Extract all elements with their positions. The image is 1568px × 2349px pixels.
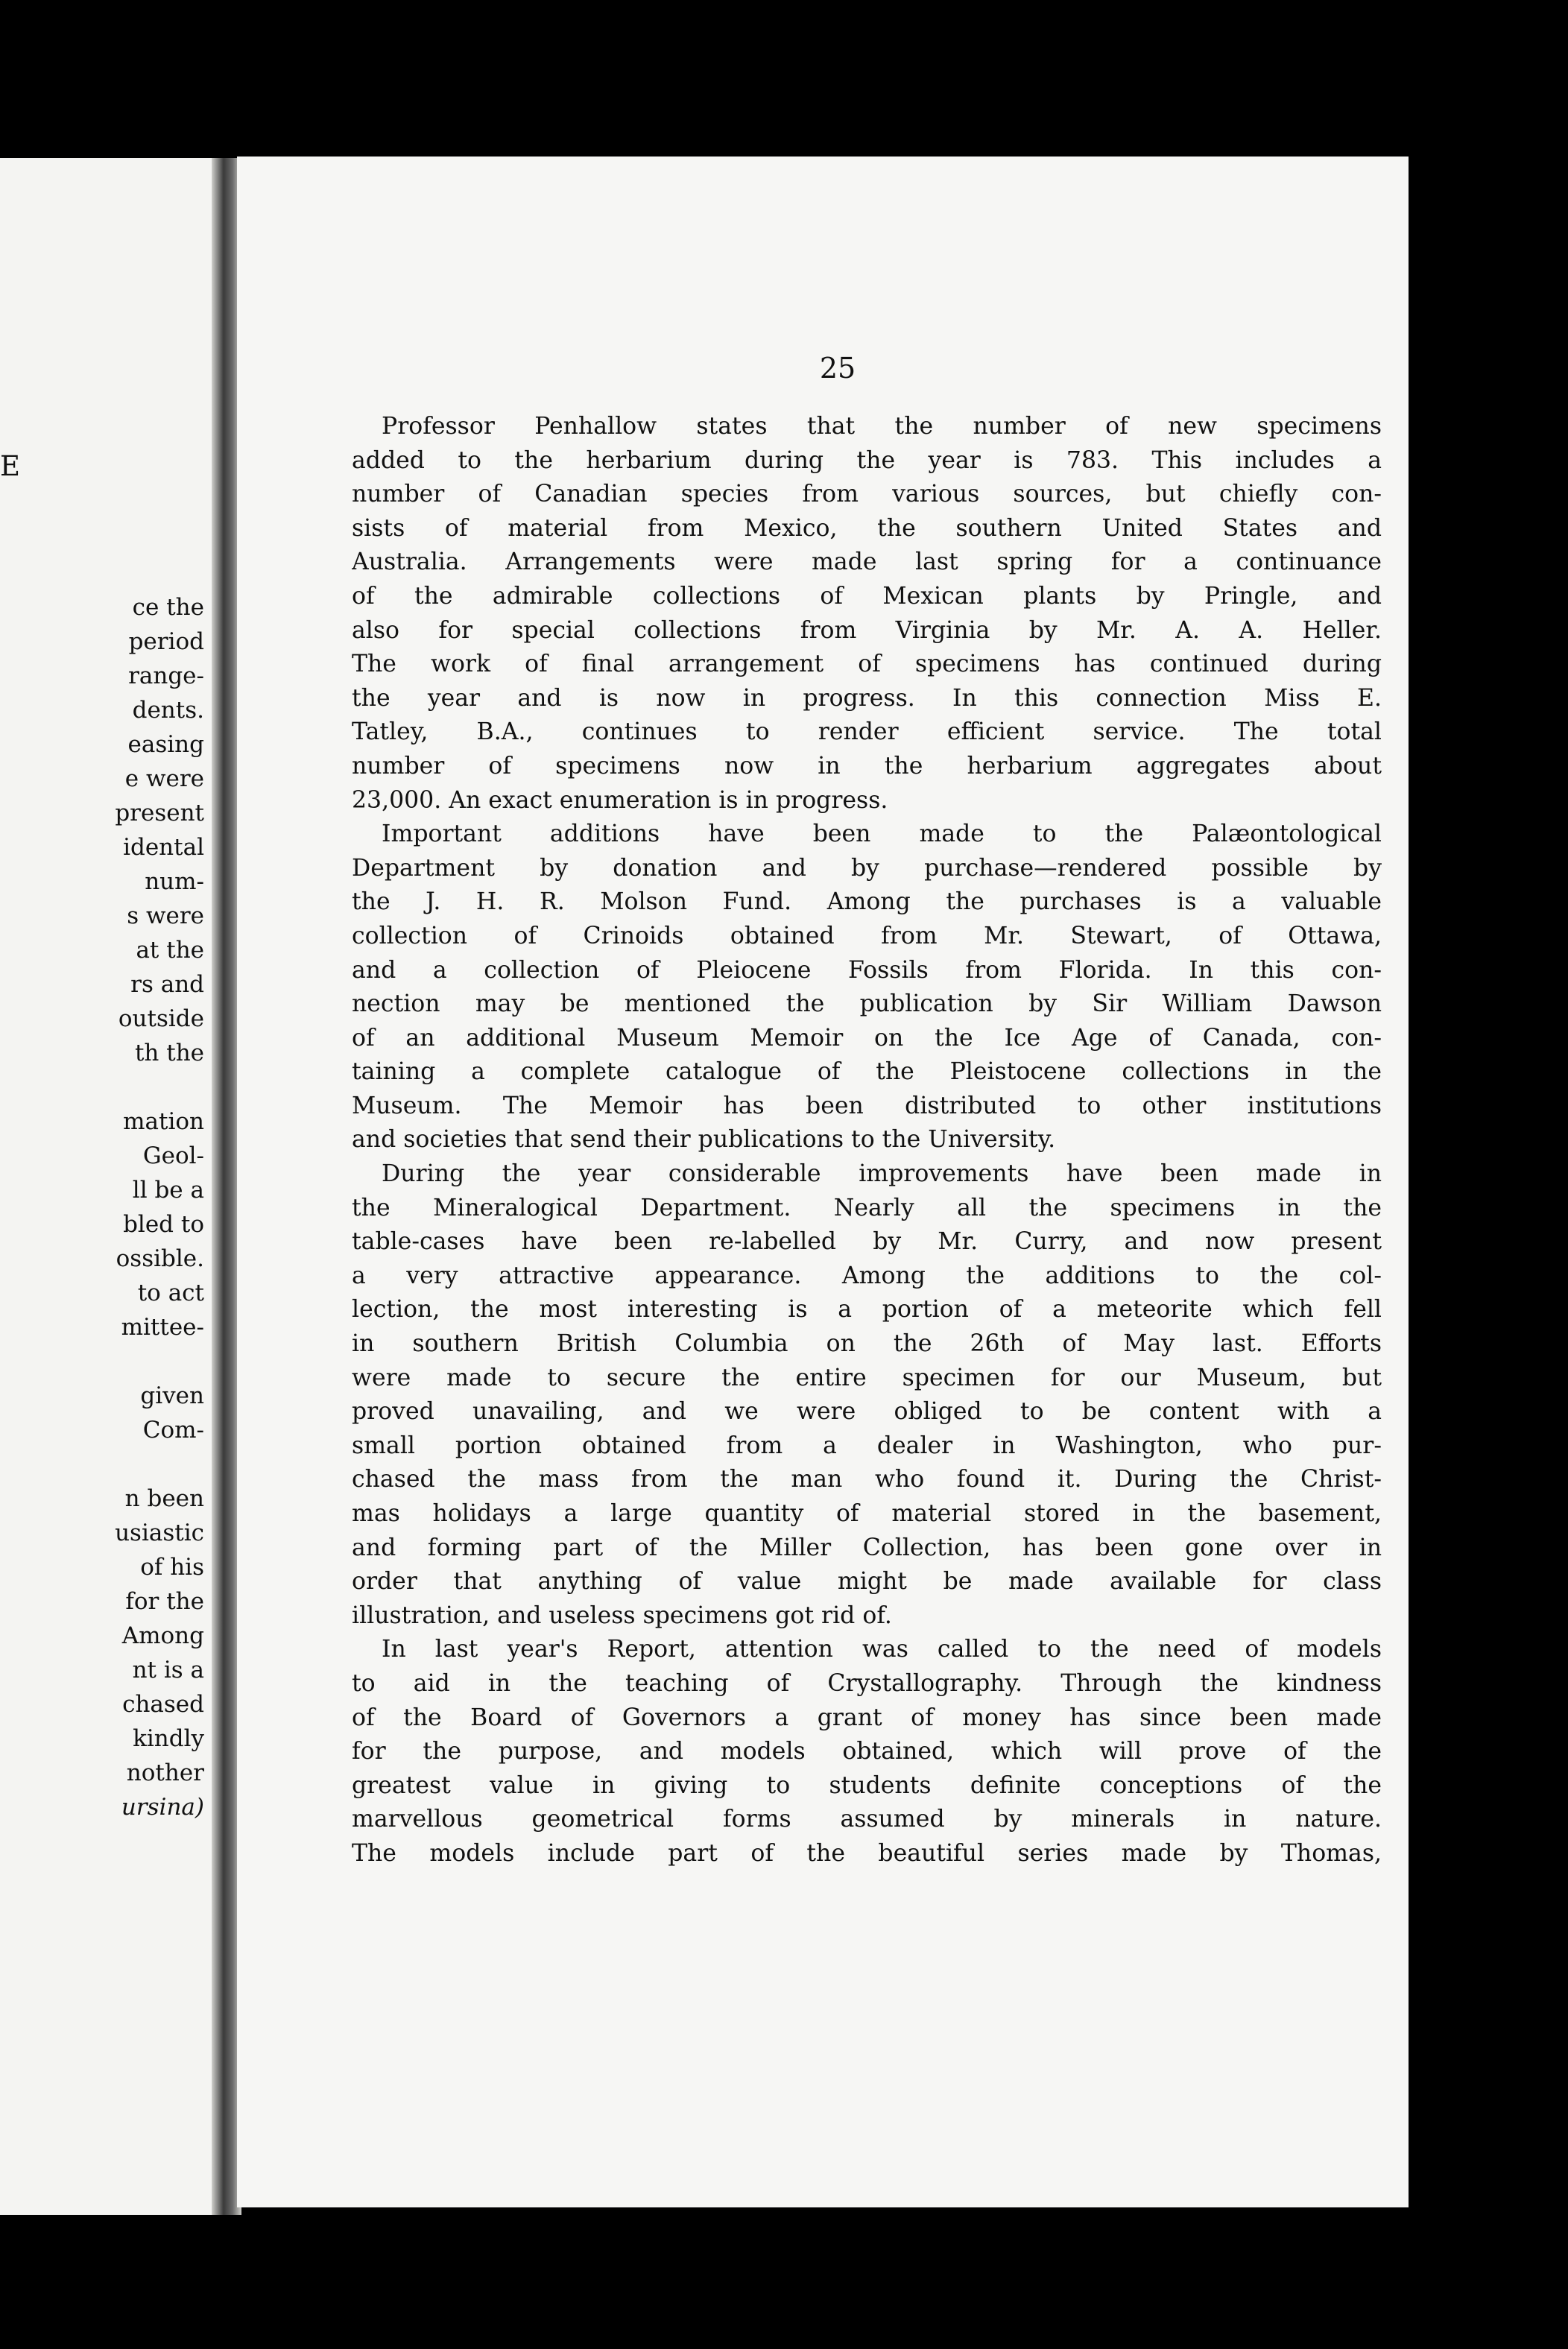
left-page-line: outside [118,1005,204,1032]
left-page-line: Com- [142,1417,204,1444]
text-line: collection of Crinoids obtained from Mr. Stewart, of Ottawa, [352,922,1382,949]
left-page-line: kindly [133,1725,204,1752]
text-line: proved unavailing, and we were obliged to be content with a [352,1398,1382,1426]
left-page-line: ossible. [116,1245,204,1272]
left-page-line: idental [123,834,204,861]
text-line: the year and is now in progress. In this connection Miss E. [352,684,1382,712]
text-line: The work of final arrangement of specimens has continued during [352,651,1382,678]
left-page-line: n been [124,1485,204,1512]
text-line: and societies that send their publications to the University. [352,1126,1056,1154]
text-line: order that anything of value might be made available for class [352,1568,1382,1596]
left-page-line: mation [123,1108,204,1135]
text-line: Important additions have been made to the Palæontological [382,821,1382,848]
text-line: also for special collections from Virginia by Mr. A. A. Heller. [352,616,1382,644]
left-page-line: at the [136,937,204,964]
left-page-heading-fragment: E [0,450,21,482]
left-page-line: ce the [132,594,204,621]
left-page-line: th the [134,1040,204,1066]
text-line: of the admirable collections of Mexican plants by Pringle, and [352,582,1382,610]
left-page-line: for the [125,1588,204,1615]
text-line: and a collection of Pleiocene Fossils from Florida. In this con- [352,956,1382,984]
left-page-line: easing [127,731,204,758]
left-page-line: present [115,800,204,826]
document-page [237,157,1409,2207]
text-line: table-cases have been re-labelled by Mr. Curry, and now present [352,1228,1382,1256]
left-page-line [0,1344,204,1379]
text-line: marvellous geometrical forms assumed by minerals in nature. [352,1806,1382,1833]
text-line: nection may be mentioned the publication by Sir William Dawson [352,990,1382,1018]
left-page-line: period [128,628,204,655]
left-page-line: chased [122,1691,204,1718]
left-page-line: ursina) [121,1794,204,1821]
text-line: small portion obtained from a dealer in Washington, who pur- [352,1432,1382,1459]
left-page-line: Geol- [142,1142,204,1169]
left-page-line: num- [145,868,204,895]
left-page-line: dents. [132,697,204,724]
left-page-line: nother [126,1760,204,1786]
text-line: During the year considerable improvements have been made in [382,1160,1382,1188]
left-page-line: e were [124,765,204,792]
text-line: 23,000. An exact enumeration is in progress. [352,786,888,814]
page-number: 25 [819,352,856,385]
left-page-line: of his [140,1554,204,1581]
text-line: for the purpose, and models obtained, which will prove of the [352,1738,1382,1765]
text-line: and forming part of the Miller Collection, has been gone over in [352,1534,1382,1561]
left-page-line [0,1447,204,1482]
text-line: chased the mass from the man who found it. During the Christ- [352,1466,1382,1493]
text-line: In last year's Report, attention was called to the need of models [382,1636,1382,1663]
left-page-line: Among [121,1622,204,1649]
text-line: Department by donation and by purchase—rendered possible by [352,854,1382,882]
text-line: of an additional Museum Memoir on the Ice Age of Canada, con- [352,1024,1382,1052]
left-page-text-fragments [0,590,204,1824]
left-page-line: ll be a [132,1177,204,1204]
text-line: number of specimens now in the herbarium aggregates about [352,752,1382,780]
text-line: number of Canadian species from various sources, but chiefly con- [352,481,1382,508]
text-line: the J. H. R. Molson Fund. Among the purchases is a valuable [352,888,1382,916]
left-page-line: usiastic [115,1520,204,1546]
left-facing-page [0,158,212,2215]
text-line: the Mineralogical Department. Nearly all the specimens in the [352,1194,1382,1221]
text-line: mas holidays a large quantity of material stored in the basement, [352,1500,1382,1527]
text-line: a very attractive appearance. Among the additions to the col- [352,1262,1382,1289]
text-line: of the Board of Governors a grant of money has since been made [352,1704,1382,1731]
left-page-line: range- [128,663,204,689]
text-line: were made to secure the entire specimen for our Museum, but [352,1364,1382,1391]
text-line: sists of material from Mexico, the southern United States and [352,514,1382,542]
text-line: greatest value in giving to students definite conceptions of the [352,1771,1382,1799]
left-page-line: given [140,1382,204,1409]
left-page-line: nt is a [132,1657,204,1683]
left-page-line: rs and [130,971,204,998]
text-line: Tatley, B.A., continues to render efficient service. The total [352,718,1382,746]
text-line: lection, the most interesting is a portion of a meteorite which fell [352,1296,1382,1324]
text-line: The models include part of the beautiful series made by Thomas, [352,1839,1382,1867]
text-line: in southern British Columbia on the 26th of May last. Efforts [352,1330,1382,1358]
text-line: illustration, and useless specimens got rid of. [352,1602,892,1629]
text-line: Museum. The Memoir has been distributed to other institutions [352,1092,1382,1119]
text-line: taining a complete catalogue of the Pleistocene collections in the [352,1058,1382,1086]
left-page-line: to act [137,1280,204,1306]
left-page-line: s were [127,902,204,929]
body-text [352,410,1382,1871]
left-page-line [0,1070,204,1104]
left-page-line: bled to [123,1211,204,1238]
left-page-line: mittee- [121,1314,204,1341]
text-line: added to the herbarium during the year is 783. This includes a [352,446,1382,474]
text-line: Australia. Arrangements were made last spring for a continuance [352,548,1382,576]
text-line: Professor Penhallow states that the number of new specimens [382,413,1382,440]
text-line: to aid in the teaching of Crystallography. Through the kindness [352,1669,1382,1697]
